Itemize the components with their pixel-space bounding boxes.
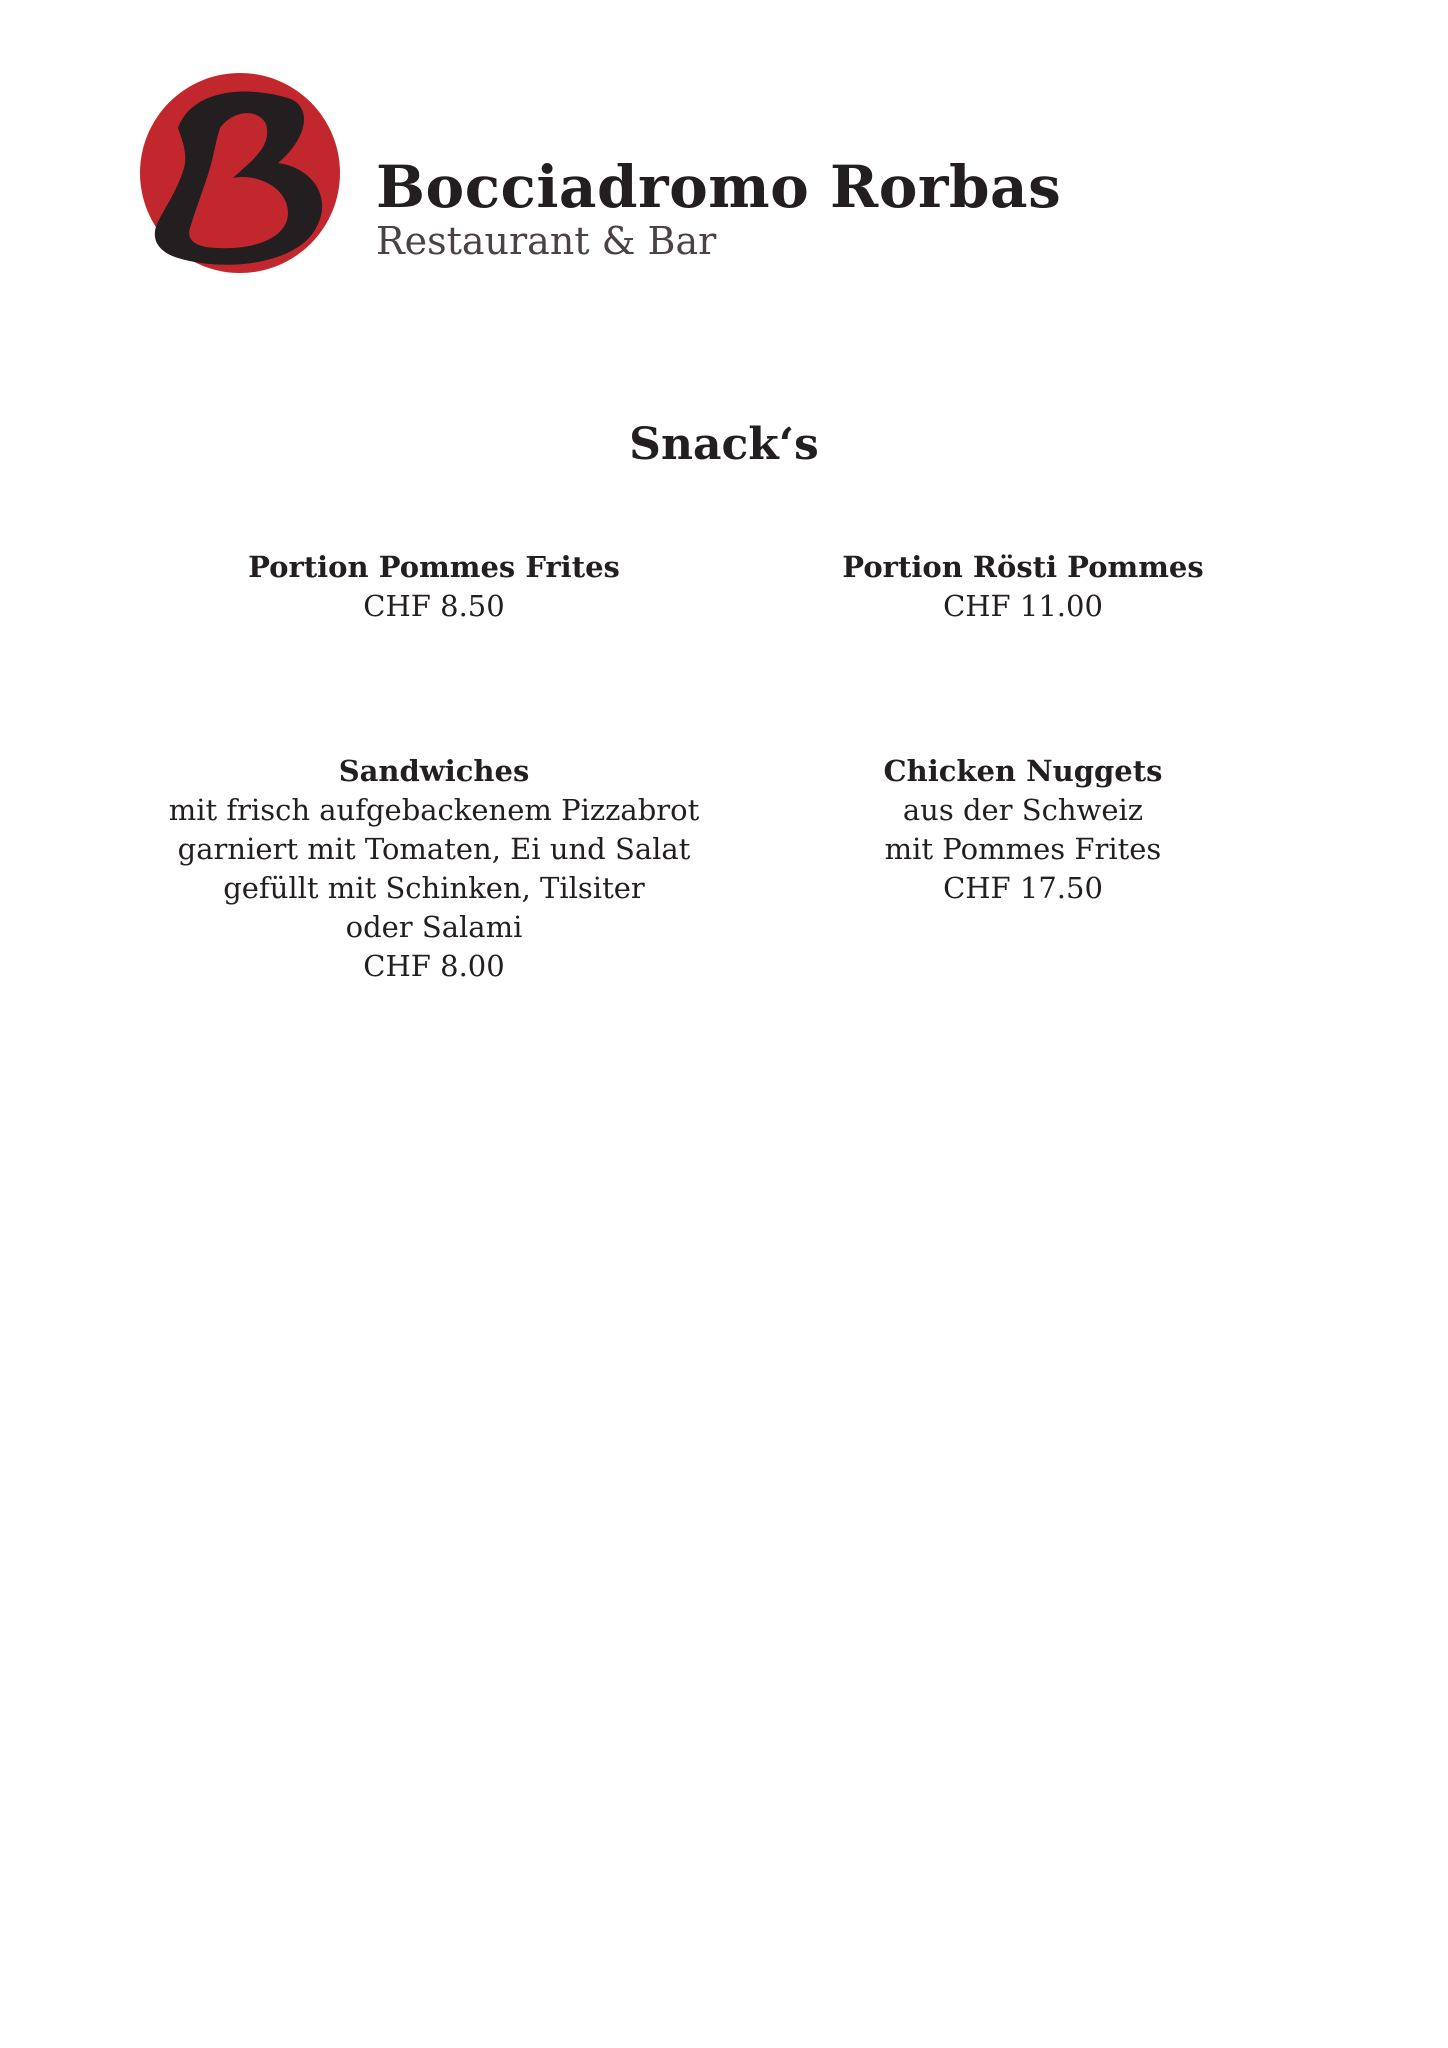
menu-item-description-line: mit Pommes Frites	[884, 832, 1162, 866]
menu-item-price: CHF 8.00	[363, 949, 505, 983]
menu-item-description-line: garniert mit Tomaten, Ei und Salat	[177, 832, 691, 866]
menu-item-description-line: mit frisch aufgebackenem Pizzabrot	[168, 793, 700, 827]
menu-item-pommes-frites	[114, 548, 754, 626]
menu-item-description-line: aus der Schweiz	[902, 793, 1144, 827]
menu-item-roesti-pommes	[703, 548, 1343, 626]
brand-header	[376, 152, 1061, 264]
menu-item-name: Portion Pommes Frites	[248, 550, 620, 584]
b-letter-logo-icon	[138, 68, 342, 278]
logo-svg	[138, 68, 342, 278]
restaurant-tagline: Restaurant & Bar	[376, 219, 717, 263]
menu-item-name: Chicken Nuggets	[883, 754, 1163, 788]
restaurant-name: Bocciadromo Rorbas	[376, 153, 1062, 221]
menu-item-name: Portion Rösti Pommes	[842, 550, 1204, 584]
menu-section-title: Snack‘s	[629, 419, 819, 470]
menu-item-chicken-nuggets	[703, 752, 1343, 908]
menu-item-name: Sandwiches	[338, 754, 530, 788]
menu-item-sandwiches	[114, 752, 754, 986]
menu-item-price: CHF 11.00	[943, 589, 1103, 623]
menu-item-price: CHF 17.50	[943, 871, 1103, 905]
menu-item-description-line: gefüllt mit Schinken, Tilsiter	[223, 871, 645, 905]
menu-item-description-line: oder Salami	[345, 910, 523, 944]
menu-item-price: CHF 8.50	[363, 589, 505, 623]
